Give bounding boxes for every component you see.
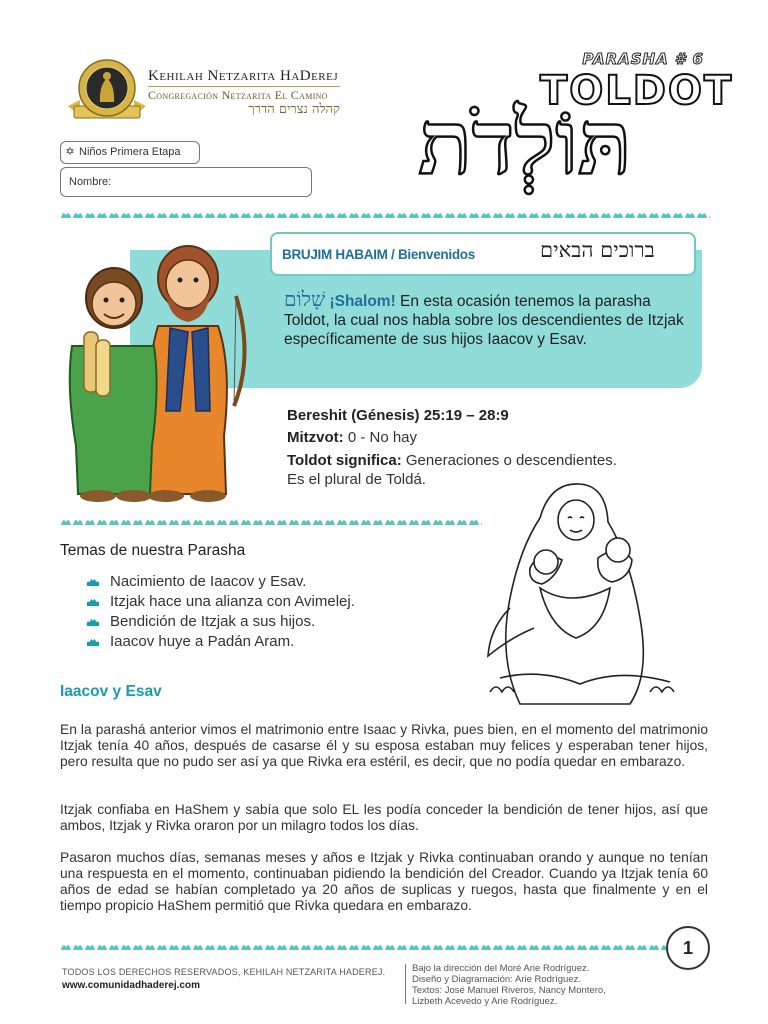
welcome-paragraph [284, 287, 694, 349]
website-link[interactable]: www.comunidadhaderej.com [62, 980, 200, 991]
meaning-note: Es el plural de Toldá. [287, 471, 426, 488]
wave-border-top [60, 209, 710, 221]
page-number: 1 [666, 926, 710, 970]
shalom-word: ¡Shalom! [329, 293, 396, 310]
wave-border-middle [60, 516, 482, 528]
level-label-pill [60, 141, 200, 164]
topic-text: Bendición de Itzjak a sus hijos. [110, 613, 316, 630]
list-item [86, 612, 446, 632]
lotus-bullet-icon [86, 617, 100, 627]
mitzvot-label: Mitzvot: [287, 429, 344, 446]
meaning-line [287, 451, 707, 471]
mitzvot-line [287, 428, 707, 448]
reference-text: Bereshit (Génesis) 25:19 – 28:9 [287, 407, 509, 424]
footer-divider [405, 964, 406, 1004]
wave-border-bottom [60, 941, 670, 953]
topics-list [86, 572, 446, 652]
mitzvot-value: 0 - No hay [343, 429, 418, 446]
parasha-title: TOLDOT [540, 68, 734, 114]
org-hebrew-name: קהלה נצרים הדרך [248, 102, 340, 117]
org-name: Kehilah Netzarita HaDerej [148, 68, 339, 84]
welcome-text: En esta ocasión tenemos la parasha Toldot, la cual nos habla sobre los descendientes de Itzjak específicamente de sus hijos Iaacov y Esav. [284, 293, 684, 348]
name-field[interactable] [60, 167, 312, 197]
org-divider [148, 86, 340, 87]
scripture-reference [287, 406, 707, 426]
credit-line: Diseño y Diagramación: Arie Rodríguez. [412, 974, 581, 985]
story-paragraph-1: En la parashá anterior vimos el matrimonio entre Isaac y Rivka, pues bien, en el momento del matrimonio Itzjak tenía 40 años, después de casarse él y su esposa estaban muy felices y esperaban tener hijos, pero resulta que no pudo ser así ya que Rivka era estéril, es decir, que no podía quedar en embarazo. [60, 722, 708, 769]
shalom-hebrew: שָׁלוֹם [284, 287, 326, 311]
lotus-bullet-icon [86, 637, 100, 647]
rights-notice: TODOS LOS DERECHOS RESERVADOS, KEHILAH NETZARITA HADEREJ. [62, 967, 386, 977]
lotus-bullet-icon [86, 597, 100, 607]
star-of-david-icon: ✡ [65, 146, 75, 158]
welcome-heading: BRUJIM HABAIM / Bienvenidos [282, 247, 475, 262]
topic-text: Nacimiento de Iaacov y Esav. [110, 573, 307, 590]
parasha-title-hebrew: תּוֹלְדֹת [418, 90, 632, 194]
story-paragraph-2: Itzjak confiaba en HaShem y sabía que solo EL les podía conceder la bendición de tener hijos, así que ambos, Itzjak y Rivka oraron por un milagro todos los días. [60, 802, 708, 833]
topic-text: Itzjak hace una alianza con Avimelej. [110, 593, 355, 610]
topics-heading: Temas de nuestra Parasha [60, 542, 246, 559]
rivka-with-twins-illustration [480, 478, 690, 714]
credit-line: Bajo la dirección del Moré Arie Rodríguez. [412, 963, 590, 974]
meaning-value: Generaciones o descendientes. [401, 452, 617, 469]
list-item [86, 592, 446, 612]
name-field-label: Nombre: [69, 176, 112, 188]
congregation-seal-logo [64, 56, 150, 128]
credits [412, 963, 652, 1007]
credit-line: Lizbeth Acevedo y Arie Rodríguez. [412, 996, 558, 1007]
org-subtitle: Congregación Netzarita El Camino [148, 88, 328, 102]
credit-line: Textos: José Manuel Riveros, Nancy Montero, [412, 985, 606, 996]
jacob-esau-illustration [58, 236, 263, 506]
meaning-label: Toldot significa: [287, 452, 402, 469]
level-label: Niños Primera Etapa [79, 146, 181, 158]
story-paragraph-3: Pasaron muchos días, semanas meses y años e Itzjak y Rivka continuaban orando y aunque no tenían una respuesta en el momento, continuaban pidiendo la bendición del Creador. Cuando ya Itzjak tenía 60 años de edad se habían completado ya 20 años de suplicas y ruegos, hasta que finalmente y en el tiempo propicio HaShem permitió que Rivka quedara en embarazo. [60, 850, 708, 913]
story-heading: Iaacov y Esav [60, 683, 162, 700]
topic-text: Iaacov huye a Padán Aram. [110, 633, 295, 650]
list-item [86, 572, 446, 592]
list-item [86, 632, 446, 652]
parasha-number: PARASHA # 6 [582, 50, 704, 68]
lotus-bullet-icon [86, 577, 100, 587]
welcome-heading-hebrew: ברוכים הבאים [540, 238, 655, 262]
